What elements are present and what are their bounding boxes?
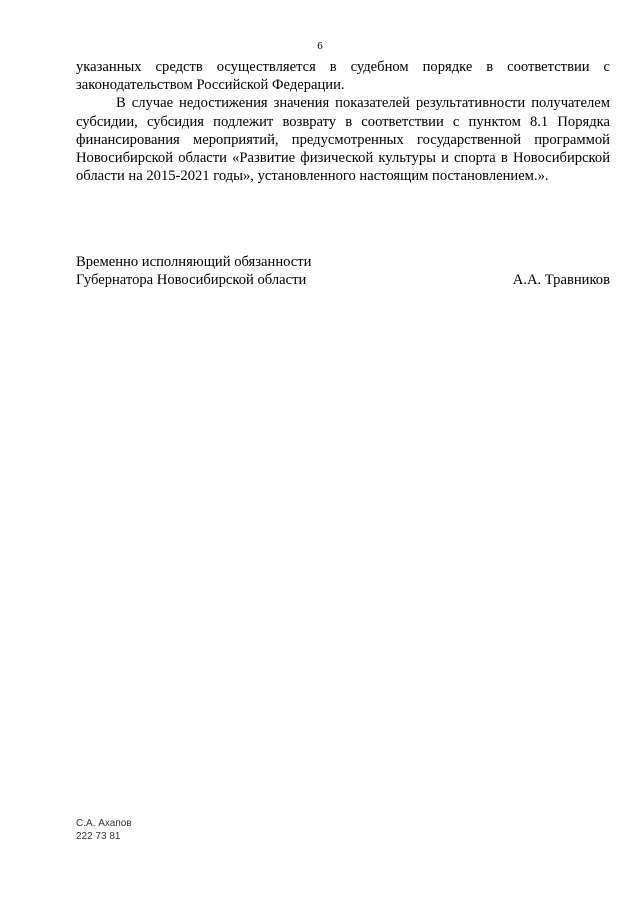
signature-block — [76, 253, 610, 289]
executor-phone: 222 73 81 — [76, 831, 121, 842]
body-text — [76, 58, 610, 185]
paragraph-refund-clause: В случае недостижения значения показателей результативности получателем субсидии, субсидия подлежит возврату в соответствии с пунктом 8.1 Порядка финансирования мероприятий, предусмотренных государственной программой Новосибирской области «Развитие физической культуры и спорта в Новосибирской области на 2015-2021 годы», установленного настоящим постановлением.». — [76, 95, 610, 185]
page-number: 6 — [317, 40, 323, 52]
signatory-name: А.А. Травников — [512, 272, 610, 289]
paragraph-continuation: указанных средств осуществляется в судебном порядке в соответствии с законодательством Российской Федерации. — [76, 59, 610, 94]
signatory-title-line2: Губернатора Новосибирской области — [76, 272, 307, 289]
signatory-title-line1: Временно исполняющий обязанности — [76, 254, 312, 270]
executor-name: С.А. Ахапов — [76, 818, 132, 829]
signature-row — [76, 271, 610, 289]
executor-footer — [76, 817, 132, 843]
